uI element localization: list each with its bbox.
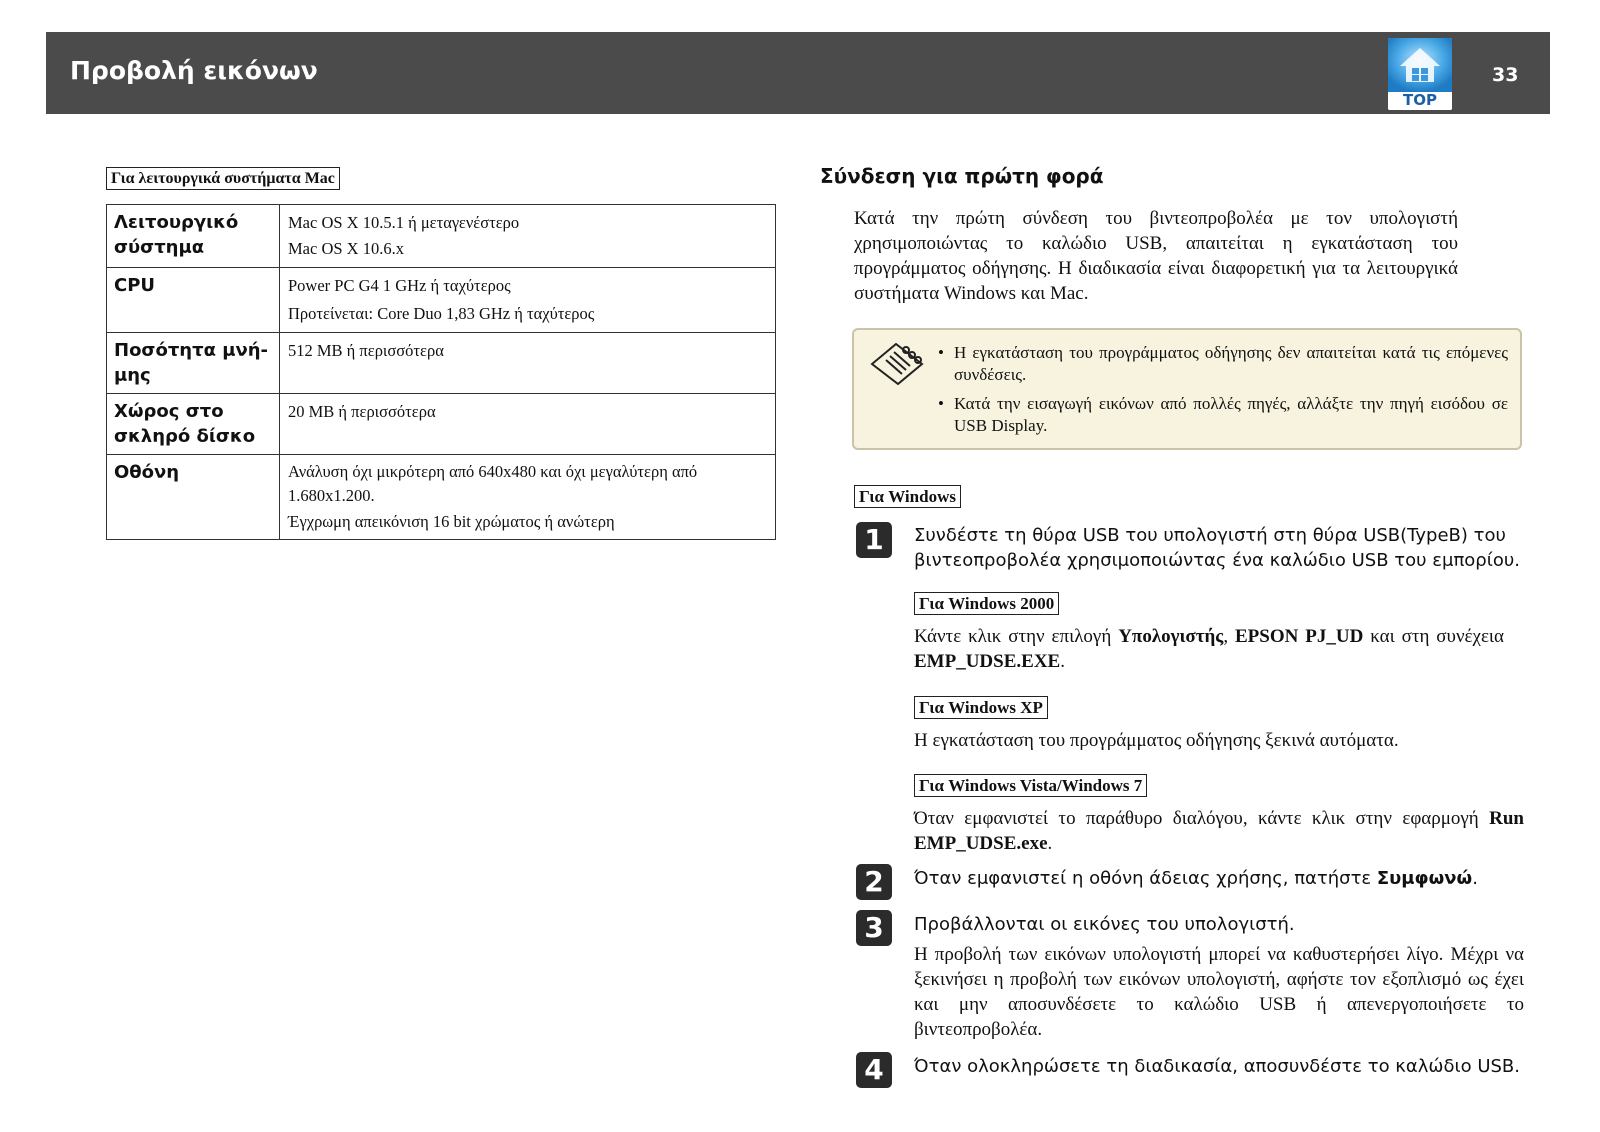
- page-number: 33: [1492, 64, 1519, 86]
- note-pencil-icon: [868, 340, 926, 390]
- mac-label: Για λειτουργικά συστήματα Mac: [106, 167, 340, 190]
- row-value-line: Προτείνεται: Core Duo 1,83 GHz ή ταχύτερος: [288, 304, 595, 323]
- row-heading: Λειτουργικό σύστημα: [107, 205, 280, 268]
- step-number-2: 2: [856, 864, 892, 900]
- step-text-3: Προβάλλονται οι εικόνες του υπολογιστή.: [914, 914, 1295, 935]
- menu-computer: Υπολογιστής: [1118, 626, 1224, 647]
- step-text-4: Όταν ολοκληρώσετε τη διαδικασία, αποσυνδέστε το καλώδιο USB.: [914, 1056, 1521, 1077]
- step-number-1: 1: [856, 522, 892, 558]
- text-run: .: [1472, 868, 1478, 889]
- step-3-detail: Η προβολή των εικόνων υπολογιστή μπορεί να καθυστερήσει λίγο. Μέχρι να ξεκινήσει η προβολή των εικόνων υπολογιστή, αφήστε τον εξοπλισμό ως έχει και μην αποσυνδέσετε το καλώδιο USB ή απενεργοποιήσετε το βιντεοπροβολέα.: [914, 944, 1524, 1040]
- text-run: ,: [1223, 626, 1235, 647]
- row-value: [280, 333, 776, 394]
- row-value-line: 512 MB ή περισσότερα: [288, 341, 444, 360]
- row-heading: Ποσότητα μνή-μης: [107, 333, 280, 394]
- text-run: Κάντε κλικ στην επιλογή: [914, 626, 1119, 647]
- table-row: [107, 268, 776, 333]
- step-number-4: 4: [856, 1052, 892, 1088]
- text-run: .: [1060, 651, 1065, 672]
- intro-paragraph: Κατά την πρώτη σύνδεση του βιντεοπροβολέα με τον υπολογιστή χρησιμοποιώντας το καλώδιο USB, απαιτείται η εγκατάσταση του προγράμματος οδήγησης. Η διαδικασία είναι διαφορετική για τα λειτουργικά συστήματα Windows και Mac.: [854, 208, 1458, 304]
- text-run: Όταν εμφανιστεί το παράθυρο διαλόγου, κάντε κλικ στην εφαρμογή: [914, 808, 1490, 829]
- top-button-label: TOP: [1403, 91, 1437, 109]
- table-row: [107, 455, 776, 540]
- note-item: • Η εγκατάσταση του προγράμματος οδήγησης δεν απαιτείται κατά τις επόμενες συνδέσεις.: [938, 342, 1508, 386]
- row-value: [280, 455, 776, 540]
- section-title: Σύνδεση για πρώτη φορά: [820, 164, 1104, 188]
- row-heading: CPU: [107, 268, 280, 333]
- windows-2000-label: Για Windows 2000: [914, 592, 1059, 615]
- windows-2000-text: [914, 624, 1504, 674]
- text-run: Όταν εμφανιστεί η οθόνη άδειας χρήσης, πατήστε: [914, 868, 1377, 889]
- page-header: [46, 32, 1550, 114]
- text-run: .: [1047, 833, 1053, 854]
- file-run-emp-udse: Run EMP_UDSE.exe: [914, 808, 1524, 854]
- menu-epson-pj-ud: EPSON PJ_UD: [1234, 626, 1364, 647]
- windows-vista-label: Για Windows Vista/Windows 7: [914, 774, 1147, 797]
- row-heading: Χώρος στο σκληρό δίσκο: [107, 394, 280, 455]
- row-value-line: Ανάλυση όχι μικρότερη από 640x480 και όχι μεγαλύτερη από 1.680x1.200.: [288, 462, 698, 505]
- table-row: [107, 205, 776, 268]
- page-title: Προβολή εικόνων: [70, 56, 318, 85]
- row-value-line: Power PC G4 1 GHz ή ταχύτερος: [288, 276, 511, 295]
- step-text-1: Συνδέστε τη θύρα USB του υπολογιστή στη θύρα USB(TypeB) του βιντεοπροβολέα χρησιμοποιώντας ένα καλώδιο USB του εμπορίου.: [914, 525, 1520, 571]
- row-value: [280, 205, 776, 268]
- step-number-3: 3: [856, 910, 892, 946]
- file-emp-udse: EMP_UDSE.EXE: [914, 651, 1061, 672]
- mac-requirements-table: [106, 204, 776, 540]
- row-value-line: 20 MB ή περισσότερα: [288, 402, 436, 421]
- windows-vista-text: [914, 806, 1524, 856]
- table-row: [107, 333, 776, 394]
- note-box: [852, 328, 1522, 450]
- row-value-line: Έγχρωμη απεικόνιση 16 bit χρώματος ή ανώτερη: [288, 512, 615, 531]
- table-row: [107, 394, 776, 455]
- row-value: [280, 394, 776, 455]
- windows-xp-label: Για Windows XP: [914, 696, 1048, 719]
- note-item: • Κατά την εισαγωγή εικόνων από πολλές πηγές, αλλάξτε την πηγή εισόδου σε USB Display.: [938, 393, 1508, 437]
- top-button[interactable]: [1388, 38, 1452, 110]
- agree-option: Συμφωνώ: [1376, 868, 1473, 889]
- windows-label: Για Windows: [854, 485, 961, 508]
- note-list: [938, 342, 1508, 444]
- row-value-line: Mac OS X 10.5.1 ή μεταγενέστερο: [288, 213, 520, 232]
- step-text-2: [914, 866, 1526, 891]
- row-value-line: Mac OS X 10.6.x: [288, 239, 404, 258]
- text-run: και στη συνέχεια: [1363, 626, 1504, 647]
- windows-xp-text: Η εγκατάσταση του προγράμματος οδήγησης ξεκινά αυτόματα.: [914, 730, 1399, 751]
- row-value: [280, 268, 776, 333]
- row-heading: Οθόνη: [107, 455, 280, 540]
